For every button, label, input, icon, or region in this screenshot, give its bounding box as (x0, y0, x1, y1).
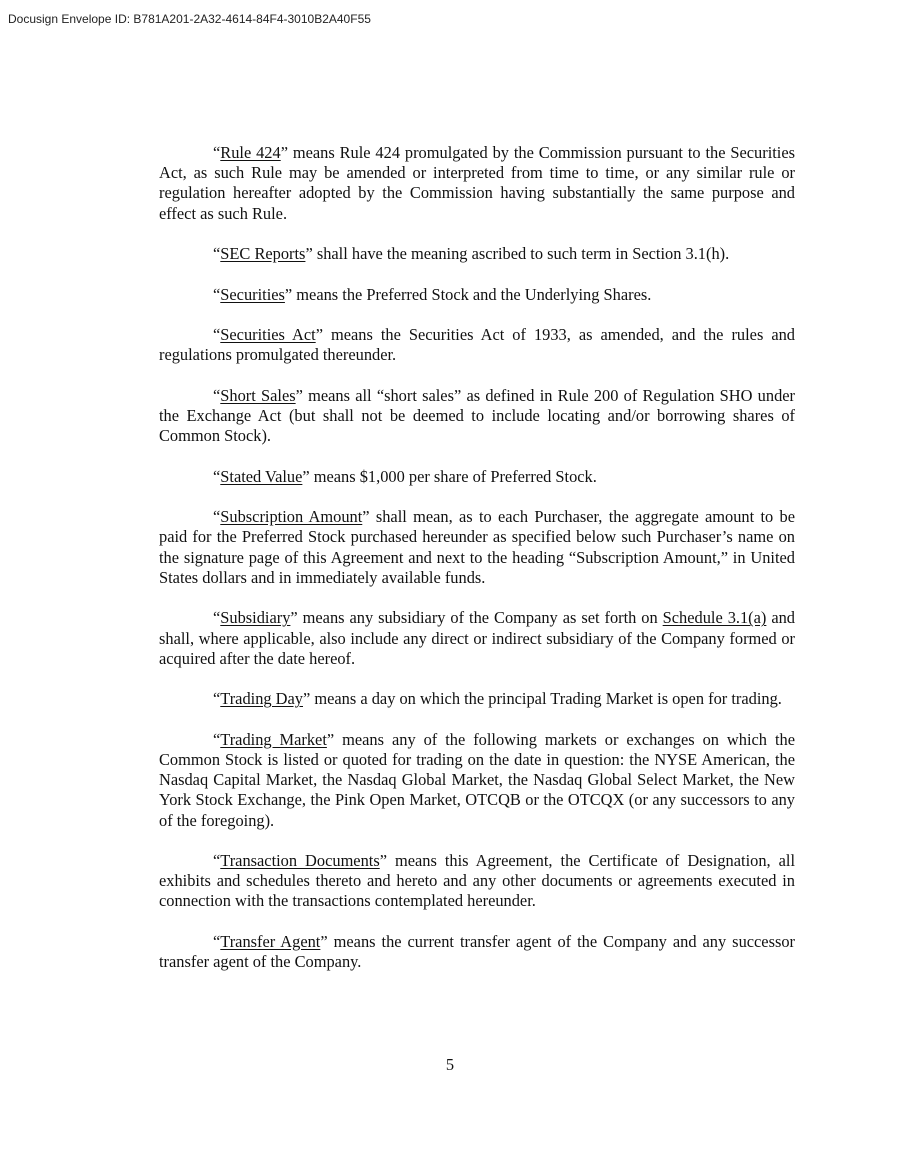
definition-paragraph: “Securities Act” means the Securities Act of 1933, as amended, and the rules and regulations promulgated thereunder. (159, 325, 795, 365)
definition-text: means the Preferred Stock and the Underlying Shares. (292, 284, 652, 304)
defined-term: Transaction Documents (220, 851, 380, 871)
definition-text: shall have the meaning ascribed to such term in Section 3.1(h). (312, 244, 730, 264)
defined-term: Stated Value (220, 466, 303, 486)
definition-text: shall mean, as to each Purchaser, the aggregate amount to be paid for the Preferred Stock purchased hereunder as specified below such Purchaser’s name on the signature page of this Agreement and next to the heading “Subscription Amount,” in United States dollars and in immediately available funds. (159, 507, 796, 587)
schedule-reference: Schedule 3.1(a) (662, 608, 767, 628)
defined-term: Subscription Amount (220, 507, 363, 527)
defined-term: Securities (220, 284, 285, 304)
definition-paragraph: “Transfer Agent” means the current transfer agent of the Company and any successor transfer agent of the Company. (159, 931, 795, 972)
defined-term: Trading Market (220, 729, 327, 749)
defined-term: Short Sales (220, 385, 296, 405)
defined-term: Rule 424 (220, 143, 281, 162)
page-number: 5 (445, 1055, 455, 1074)
defined-term: Securities Act (220, 325, 316, 345)
definition-paragraph: “Stated Value” means $1,000 per share of Preferred Stock. (213, 466, 597, 486)
definition-text: means a day on which the principal Trading Market is open for trading. (310, 689, 782, 709)
definition-paragraph: “Subscription Amount” shall mean, as to each Purchaser, the aggregate amount to be paid for the Preferred Stock purchased hereunder as specified below such Purchaser’s name on the signature page of this Agreement and next to the heading “Subscription Amount,” in United States dollars and in immediately available funds. (159, 507, 796, 587)
definition-text: and shall, where applicable, also include any direct or indirect subsidiary of the Company formed or acquired after the date hereof. (159, 608, 795, 668)
definition-text: means all “short sales” as defined in Rule 200 of Regulation SHO under the Exchange Act (but shall not be deemed to include locating and/or borrowing shares of Common Stock). (159, 385, 795, 446)
definition-paragraph: “Rule 424” means Rule 424 promulgated by the Commission pursuant to the Securities Act, as such Rule may be amended or interpreted from time to time, or any similar rule or regulation hereafter adopted by the Commission having substantially the same purpose and effect as such Rule. (159, 143, 796, 223)
definition-paragraph: “Securities” means the Preferred Stock and the Underlying Shares. (213, 284, 652, 304)
envelope-id-header: Docusign Envelope ID: B781A201-2A32-4614-84F4-3010B2A40F55 (8, 12, 371, 26)
defined-term: Trading Day (220, 689, 303, 709)
document-body (159, 143, 795, 993)
definition-text: means Rule 424 promulgated by the Commission pursuant to the Securities Act, as such Rule may be amended or interpreted from time to time, or any similar rule or regulation hereafter adopted by the Commission having substantially the same purpose and effect as such Rule. (159, 143, 796, 223)
defined-term: SEC Reports (220, 244, 306, 264)
defined-term: Subsidiary (220, 608, 291, 628)
definition-text: means this Agreement, the Certificate of Designation, all exhibits and schedules thereto and hereto and any other documents or agreements executed in connection with the transactions contemplated hereunder. (159, 851, 795, 911)
definition-paragraph: “SEC Reports” shall have the meaning ascribed to such term in Section 3.1(h). (213, 244, 730, 264)
defined-term: Transfer Agent (220, 931, 321, 951)
definition-paragraph: “Transaction Documents” means this Agreement, the Certificate of Designation, all exhibits and schedules thereto and hereto and any other documents or agreements executed in connection with the transactions contemplated hereunder. (159, 851, 795, 911)
definition-text: means $1,000 per share of Preferred Stock. (309, 466, 597, 486)
definition-text: means any subsidiary of the Company as set forth on (297, 608, 663, 628)
definition-paragraph: “Subsidiary” means any subsidiary of the Company as set forth on Schedule 3.1(a) and shall, where applicable, also include any direct or indirect subsidiary of the Company formed or acquired after the date hereof. (159, 608, 795, 668)
definition-paragraph: “Trading Market” means any of the following markets or exchanges on which the Common Stock is listed or quoted for trading on the date in question: the NYSE American, the Nasdaq Capital Market, the Nasdaq Global Market, the Nasdaq Global Select Market, the New York Stock Exchange, the Pink Open Market, OTCQB or the OTCQX (or any successors to any of the foregoing). (159, 729, 795, 830)
definition-text: means any of the following markets or exchanges on which the Common Stock is listed or quoted for trading on the date in question: the NYSE American, the Nasdaq Capital Market, the Nasdaq Global Market, the Nasdaq Global Select Market, the New York Stock Exchange, the Pink Open Market, OTCQB or the OTCQX (or any successors to any of the foregoing). (159, 729, 795, 830)
definition-paragraph: “Trading Day” means a day on which the principal Trading Market is open for trading. (213, 689, 782, 709)
definition-text: means the Securities Act of 1933, as amended, and the rules and regulations promulgated thereunder. (159, 325, 795, 365)
definition-paragraph: “Short Sales” means all “short sales” as defined in Rule 200 of Regulation SHO under the Exchange Act (but shall not be deemed to include locating and/or borrowing shares of Common Stock). (159, 385, 795, 446)
definition-text: means the current transfer agent of the Company and any successor transfer agent of the Company. (159, 931, 795, 972)
